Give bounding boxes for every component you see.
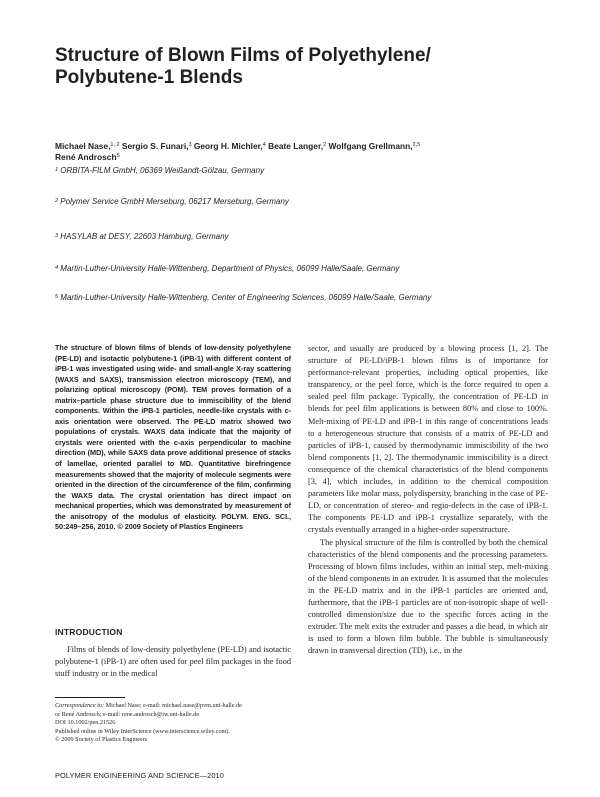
author: Wolfgang Grellmann,$^{2,5}$ xyxy=(328,141,421,151)
right-column xyxy=(308,343,548,657)
abstract: The structure of blown films of blends of low-density polyethylene (PE-LD) and isotactic polybutene-1 (iPB-1) with different content of iPB-1 was investigated using wide- and small-angle X-ray scattering (WAXS and SAXS), transmission electron microscopy (TEM), and polarizing optical microscopy (POM). TEM proves formation of a matrix–particle phase structure due to immiscibility of the blend components. Within the iPB-1 particles, needle-like crystals with c-axis orientation were observed. The PE-LD matrix showed two populations of crystals. WAXS data indicate that the majority of crystals were oriented with the c-axis perpendicular to machine direction (MD), while SAXS data prove additional presence of stacks of lamellae, oriented parallel to MD. Quantitative birefringence measurements showed that the majority of molecule segments were oriented in the direction of the circumference of the film, confirming the WAXS data. The crystal orientation has direct impact on mechanical properties, which was demonstrated by measurement of the anisotropy of the modulus of elasticity. POLYM. ENG. SCI., 50:249–256, 2010. © 2009 Society of Plastics Engineers xyxy=(55,343,291,532)
footnote-divider xyxy=(55,697,125,698)
correspondence-footnote-cont: or René Androsch; e-mail: rene.androsch@iw.uni-halle.de xyxy=(55,710,199,718)
author: René Androsch$^5$ xyxy=(55,152,120,162)
correspondence-footnote: Correspondence to: Michael Nase; e-mail: michael.nase@pvm.uni-halle.de xyxy=(55,702,242,709)
author-list xyxy=(55,141,555,163)
section-heading-introduction: INTRODUCTION xyxy=(55,627,123,637)
paper-title xyxy=(55,45,555,89)
affiliation: $^4$ Martin-Luther-University Halle-Wittenberg, Department of Physics, 06099 Halle/Saale, Germany xyxy=(55,264,400,273)
title-line-2: Polybutene-1 Blends xyxy=(55,67,243,88)
doi: DOI 10.1002/pen.21526 xyxy=(55,719,116,727)
body-paragraph: The physical structure of the film is controlled by both the chemical characteristics of the blend components and the processing parameters. Processing of blown films includes, within an initial step, melt-mixing of the blend components in an extruder. It is assumed that the molecules in the PE-LD matrix and in the iPB-1 particles are oriented and, furthermore, that the iPB-1 particles are of non-isotropic shape of well-controlled dimension/size due to the specific forces acting in the extruder. The melt exits the extruder and passes a die head, in which air is used to form a blown film bubble. The bubble is simultaneously drawn in transversal direction (TD), i.e., in the xyxy=(308,537,548,656)
running-footer: POLYMER ENGINEERING AND SCIENCE—2010 xyxy=(55,771,224,780)
footnotes xyxy=(55,702,295,745)
title-line-1: Structure of Blown Films of Polyethylene/ xyxy=(55,45,431,66)
author: Beate Langer,$^2$ xyxy=(268,141,327,151)
introduction-paragraph: Films of blends of low-density polyethylene (PE-LD) and isotactic polybutene-1 (iPB-1) are often used for peel film packages in the food stuff industry or in the medical xyxy=(55,645,291,679)
author: Sergio S. Funari,$^3$ xyxy=(121,141,192,151)
affiliation: $^5$ Martin-Luther-University Halle-Wittenberg, Center of Engineering Sciences, 06099 Halle/Saale, Germany xyxy=(55,293,432,302)
author: Michael Nase,$^{1, 2}$ xyxy=(55,141,120,151)
affiliation: $^1$ ORBITA-FILM GmbH, 06369 Weißandt-Gölzau, Germany xyxy=(55,166,265,175)
affiliation: $^3$ HASYLAB at DESY, 22603 Hamburg, Germany xyxy=(55,232,229,241)
copyright: © 2009 Society of Plastics Engineers xyxy=(55,736,148,744)
publication-note: Published online in Wiley InterScience (www.interscience.wiley.com). xyxy=(55,727,230,735)
body-paragraph: sector, and usually are produced by a blowing process [1, 2]. The structure of PE-LD/iPB-1 blown films is of importance for performance-relevant properties, including optical properties, like transparency, or the peel force, which is the force required to open a sealed peel film package. Typically, the concentration of PE-LD in blends for peel film applications is between 80% and close to 100%. Melt-mixing of PE-LD and iPB-1 in this range of concentrations leads to a heterogeneous structure that consists of a matrix of PE-LD and particles of iPB-1, caused by thermodynamic immiscibility of the two blend components [1, 2]. The thermodynamic immiscibility is a direct consequence of the chemical characteristics of the blend components [3, 4], which includes, in addition to the chemical composition parameters like molar mass, polydispersity, branching in the case of PE-LD, or concentration of stereo- and regio-defects in the case of iPB-1. The components PE-LD and iPB-1 crystallize separately, with the crystals eventually arranged in a higher-order superstructure. xyxy=(308,344,548,535)
author: Georg H. Michler,$^4$ xyxy=(193,141,266,151)
affiliation: $^2$ Polymer Service GmbH Merseburg, 06217 Merseburg, Germany xyxy=(55,197,289,206)
